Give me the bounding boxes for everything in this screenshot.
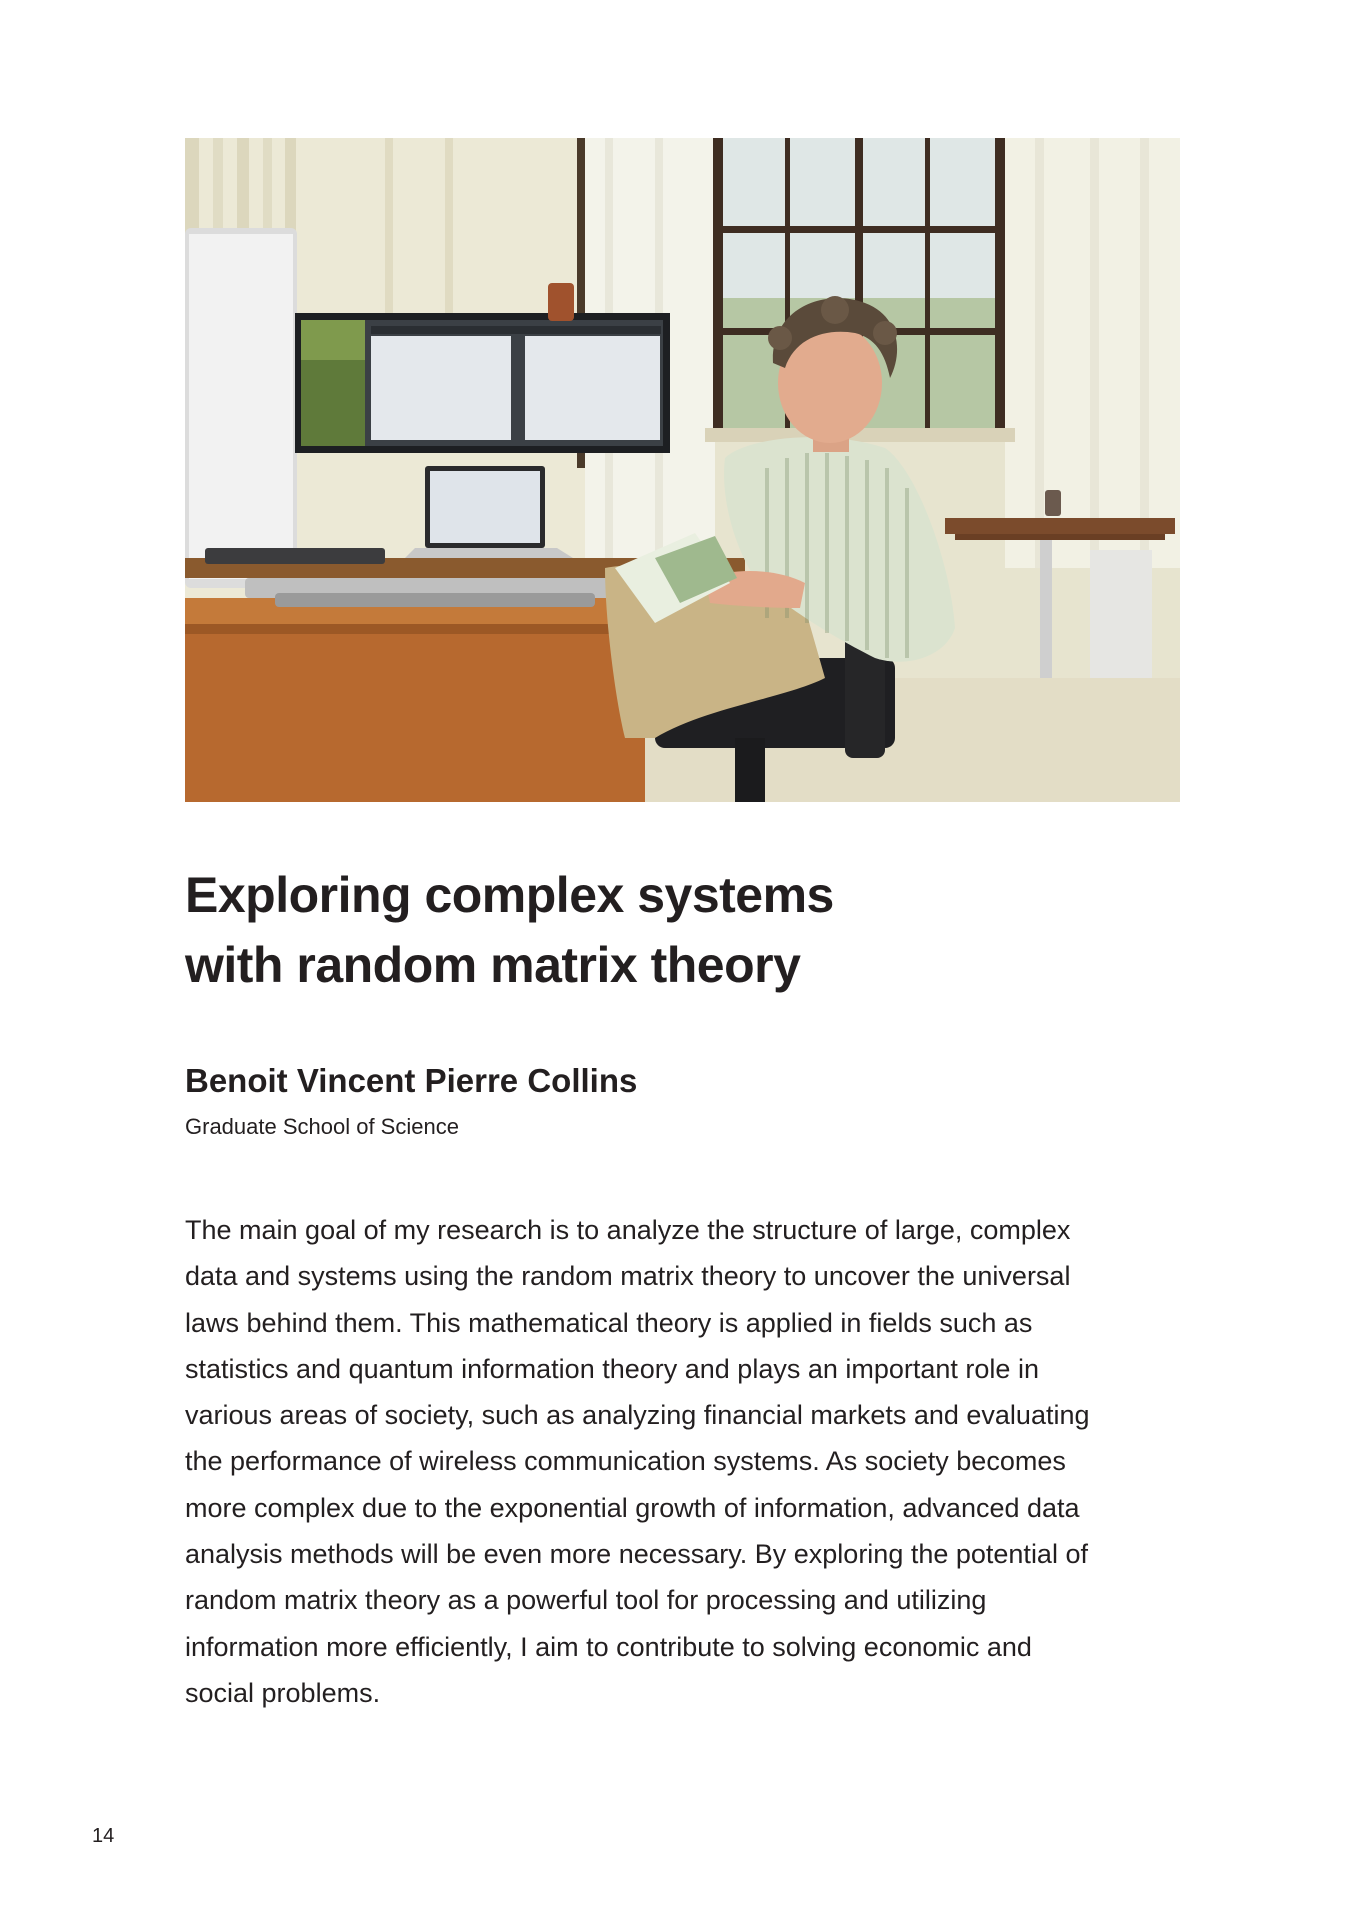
body-line: data and systems using the random matrix theory to uncover the universal [185,1261,1071,1292]
body-line: information more efficiently, I aim to contribute to solving economic and [185,1631,1032,1662]
body-line: random matrix theory as a powerful tool for processing and utilizing [185,1585,987,1616]
body-line: The main goal of my research is to analyze the structure of large, complex [185,1215,1071,1245]
author-name: Benoit Vincent Pierre Collins [185,1062,638,1099]
body-line: laws behind them. This mathematical theory is applied in fields such as [185,1307,1033,1338]
article-title [185,860,1175,1000]
body-line: the performance of wireless communication systems. As society becomes [185,1446,1066,1477]
body-line: more complex due to the exponential growth of information, advanced data [185,1492,1080,1523]
researcher-photo [185,138,1180,802]
body-line: social problems. [185,1677,381,1708]
title-line: with random matrix theory [185,937,801,993]
author-affiliation: Graduate School of Science [185,1114,459,1139]
office-scene-illustration [185,138,1180,802]
title-line: Exploring complex systems [185,867,834,923]
article-body [185,1207,1185,1716]
body-line: statistics and quantum information theory and plays an important role in [185,1353,1039,1384]
page-number: 14 [92,1825,115,1847]
body-line: various areas of society, such as analyzing financial markets and evaluating [185,1400,1090,1431]
body-line: analysis methods will be even more necessary. By exploring the potential of [185,1539,1088,1570]
